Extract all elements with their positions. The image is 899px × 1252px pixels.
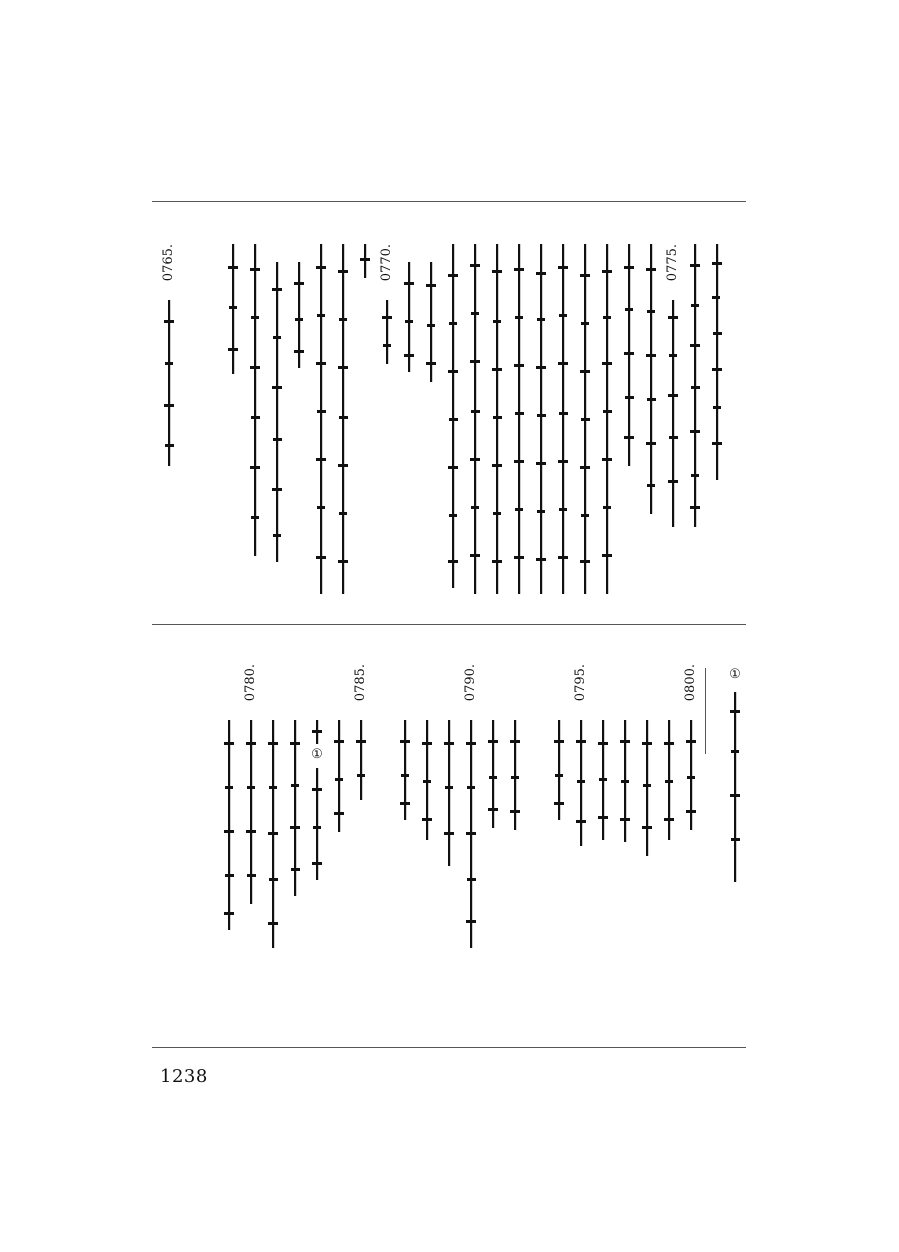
mongolian-script xyxy=(447,244,459,588)
mongolian-script xyxy=(465,720,477,948)
mongolian-script xyxy=(381,300,393,364)
mongolian-script xyxy=(491,244,503,594)
mongolian-script xyxy=(227,244,239,374)
mongolian-script xyxy=(163,300,175,466)
mongolian-script xyxy=(337,244,349,594)
mongolian-script xyxy=(443,720,455,866)
entry-number: 0770. xyxy=(379,244,394,282)
mongolian-script xyxy=(575,720,587,846)
mongolian-script xyxy=(249,244,261,556)
mongolian-script xyxy=(641,720,653,856)
mongolian-script xyxy=(557,244,569,594)
footnote-rule xyxy=(705,668,706,754)
mongolian-script xyxy=(245,720,257,904)
entry-number: 0780. xyxy=(243,664,258,702)
mongolian-script xyxy=(619,720,631,842)
entry-number: 0800. xyxy=(683,664,698,702)
mongolian-script xyxy=(289,720,301,896)
mongolian-script xyxy=(535,244,547,594)
footnote-marker: ① xyxy=(729,667,741,682)
mongolian-script xyxy=(645,244,657,514)
entry-number: 0795. xyxy=(573,664,588,702)
mongolian-script xyxy=(359,244,371,278)
mongolian-script xyxy=(425,262,437,382)
mongolian-script xyxy=(685,720,697,830)
mongolian-script xyxy=(601,244,613,594)
mongolian-script xyxy=(267,720,279,948)
rule-bottom xyxy=(152,1047,746,1048)
mongolian-script xyxy=(667,300,679,527)
mongolian-script xyxy=(399,720,411,820)
mongolian-script xyxy=(311,720,323,744)
entry-number: 0765. xyxy=(161,244,176,282)
mongolian-script xyxy=(293,262,305,368)
mongolian-script xyxy=(663,720,675,840)
entry-number: 0790. xyxy=(463,664,478,702)
rule-top xyxy=(152,201,746,202)
mongolian-script xyxy=(711,244,723,480)
mongolian-script xyxy=(509,720,521,830)
mongolian-script xyxy=(729,692,741,882)
page-number: 1238 xyxy=(160,1066,208,1087)
mongolian-script xyxy=(311,768,323,880)
mongolian-script xyxy=(513,244,525,594)
mongolian-script xyxy=(597,720,609,840)
entry-number: 0775. xyxy=(665,244,680,282)
mongolian-script xyxy=(553,720,565,820)
mongolian-script xyxy=(403,262,415,372)
mongolian-script xyxy=(487,720,499,828)
entry-number: 0785. xyxy=(353,664,368,702)
mongolian-script xyxy=(579,244,591,594)
mongolian-script xyxy=(623,244,635,466)
mongolian-script xyxy=(689,244,701,527)
rule-middle xyxy=(152,624,746,625)
mongolian-script xyxy=(469,244,481,594)
mongolian-script xyxy=(271,262,283,562)
mongolian-script xyxy=(315,244,327,594)
mongolian-script xyxy=(355,720,367,800)
mongolian-script xyxy=(333,720,345,832)
mongolian-script xyxy=(421,720,433,840)
mongolian-script xyxy=(223,720,235,930)
inline-marker: ① xyxy=(311,747,323,762)
